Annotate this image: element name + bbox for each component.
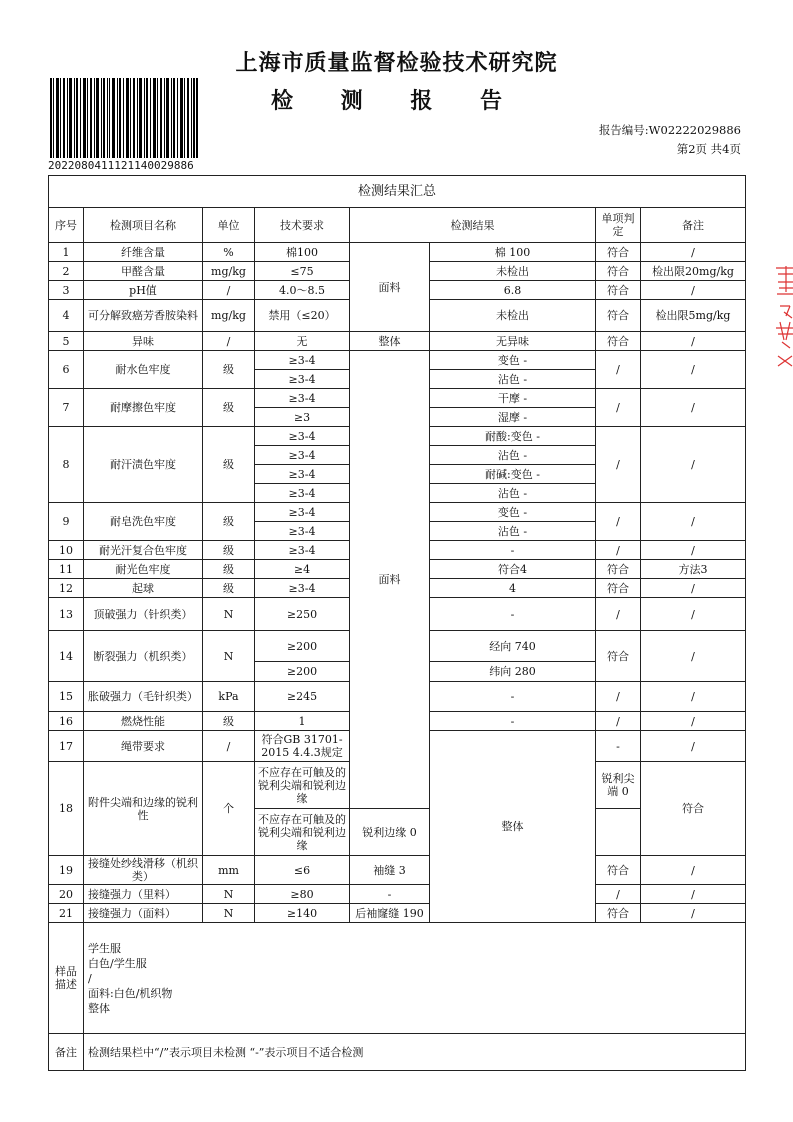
table-row xyxy=(49,332,746,351)
row-requirement: ≥245 xyxy=(255,682,350,712)
part-fabric: 面料 xyxy=(350,351,430,809)
row-requirement: ≥250 xyxy=(255,598,350,631)
row-unit: 级 xyxy=(203,351,255,389)
table-row xyxy=(49,856,746,885)
header-remark: 备注 xyxy=(641,208,746,243)
part-whole: 整体 xyxy=(350,332,430,351)
row-item: 附件尖端和边缘的锐利性 xyxy=(84,762,203,856)
row-judgement: / xyxy=(596,712,641,731)
row-judgement: / xyxy=(596,682,641,712)
row-unit: / xyxy=(203,731,255,762)
results-table xyxy=(48,175,746,1071)
header-row xyxy=(49,208,746,243)
row-judgement: 符合 xyxy=(596,332,641,351)
row-result: 沾色 - xyxy=(430,446,596,465)
row-remark: / xyxy=(641,598,746,631)
row-unit: / xyxy=(203,332,255,351)
row-no: 3 xyxy=(49,281,84,300)
row-result: 耐酸:变色 - xyxy=(430,427,596,446)
row-result: 6.8 xyxy=(430,281,596,300)
row-remark: 检出限5mg/kg xyxy=(641,300,746,332)
row-requirement: ≥80 xyxy=(255,885,350,904)
row-unit: N xyxy=(203,885,255,904)
row-item: 断裂强力（机织类） xyxy=(84,631,203,682)
row-requirement: ≥3-4 xyxy=(255,484,350,503)
row-no: 8 xyxy=(49,427,84,503)
row-judgement: / xyxy=(596,389,641,427)
row-no: 11 xyxy=(49,560,84,579)
sample-label: 样品描述 xyxy=(49,923,84,1034)
row-remark: / xyxy=(641,503,746,541)
row-result: - xyxy=(596,731,641,762)
row-unit: 级 xyxy=(203,712,255,731)
note-text: 检测结果栏中“/”表示项目未检测 “-”表示项目不适合检测 xyxy=(84,1034,746,1071)
report-number: 报告编号:W02222029886 xyxy=(598,123,741,137)
row-no: 16 xyxy=(49,712,84,731)
row-no: 5 xyxy=(49,332,84,351)
barcode-image xyxy=(50,78,198,158)
row-requirement: 4.0～8.5 xyxy=(255,281,350,300)
row-unit: kPa xyxy=(203,682,255,712)
row-result: 沾色 - xyxy=(430,484,596,503)
row-item: 纤维含量 xyxy=(84,243,203,262)
row-judgement: 符合 xyxy=(596,300,641,332)
row-item: 顶破强力（针织类） xyxy=(84,598,203,631)
row-requirement: ≥200 xyxy=(255,631,350,662)
row-requirement: ≥3-4 xyxy=(255,446,350,465)
row-judgement: / xyxy=(596,427,641,503)
row-remark: / xyxy=(641,427,746,503)
row-item: 耐汗渍色牢度 xyxy=(84,427,203,503)
row-no: 13 xyxy=(49,598,84,631)
row-result: - xyxy=(350,885,430,904)
row-no: 10 xyxy=(49,541,84,560)
row-result: 干摩 - xyxy=(430,389,596,408)
row-unit: 个 xyxy=(203,762,255,856)
header-result: 检测结果 xyxy=(350,208,596,243)
row-unit: N xyxy=(203,598,255,631)
row-result: - xyxy=(430,712,596,731)
row-requirement: 无 xyxy=(255,332,350,351)
row-unit: 级 xyxy=(203,560,255,579)
row-result: 湿摩 - xyxy=(430,408,596,427)
row-judgement: / xyxy=(596,885,641,904)
row-remark: / xyxy=(641,885,746,904)
row-item: 甲醛含量 xyxy=(84,262,203,281)
row-remark: 检出限20mg/kg xyxy=(641,262,746,281)
table-row xyxy=(49,904,746,923)
row-no: 9 xyxy=(49,503,84,541)
row-result: 无异味 xyxy=(430,332,596,351)
row-no: 1 xyxy=(49,243,84,262)
row-remark: / xyxy=(641,541,746,560)
row-judgement: 符合 xyxy=(596,262,641,281)
row-result: 锐利边缘 0 xyxy=(350,809,430,856)
row-judgement: 符合 xyxy=(596,904,641,923)
row-requirement: ≥3-4 xyxy=(255,522,350,541)
row-judgement: / xyxy=(641,731,746,762)
stamp-fragment xyxy=(770,262,793,372)
row-result: 棉 100 xyxy=(430,243,596,262)
row-judgement: 符合 xyxy=(596,631,641,682)
table-row xyxy=(49,885,746,904)
row-judgement: 符合 xyxy=(596,243,641,262)
summary-title-row xyxy=(49,176,746,208)
row-requirement: 1 xyxy=(255,712,350,731)
row-item: 耐皂洗色牢度 xyxy=(84,503,203,541)
row-no: 15 xyxy=(49,682,84,712)
row-remark: / xyxy=(641,243,746,262)
row-requirement: ≥3-4 xyxy=(255,351,350,370)
row-remark: / xyxy=(641,332,746,351)
row-result: 锐利尖端 0 xyxy=(596,762,641,809)
row-remark: / xyxy=(641,712,746,731)
sample-line: 学生服 xyxy=(88,941,121,955)
row-result: 未检出 xyxy=(430,300,596,332)
row-unit: 级 xyxy=(203,579,255,598)
row-remark: / xyxy=(641,631,746,682)
row-no: 7 xyxy=(49,389,84,427)
row-item: 绳带要求 xyxy=(84,731,203,762)
row-judgement: 符合 xyxy=(641,762,746,856)
row-no: 12 xyxy=(49,579,84,598)
sample-line: 面料:白色/机织物 xyxy=(88,986,173,1000)
row-no: 17 xyxy=(49,731,84,762)
row-remark: / xyxy=(641,351,746,389)
row-no: 21 xyxy=(49,904,84,923)
row-requirement: 不应存在可触及的锐利尖端和锐利边缘 xyxy=(255,809,350,856)
row-result: 沾色 - xyxy=(430,522,596,541)
row-requirement: ≥3-4 xyxy=(255,503,350,522)
row-requirement: ≥3-4 xyxy=(255,370,350,389)
row-remark: / xyxy=(641,856,746,885)
row-judgement: 符合 xyxy=(596,856,641,885)
row-item: 可分解致癌芳香胺染料 xyxy=(84,300,203,332)
row-item: 接缝强力（里料） xyxy=(84,885,203,904)
row-result: 后袖窿缝 190 xyxy=(350,904,430,923)
row-result: 符合4 xyxy=(430,560,596,579)
row-unit: 级 xyxy=(203,389,255,427)
row-result: 未检出 xyxy=(430,262,596,281)
row-unit: N xyxy=(203,631,255,682)
row-item: 异味 xyxy=(84,332,203,351)
row-item: 燃烧性能 xyxy=(84,712,203,731)
row-result: 经向 740 xyxy=(430,631,596,662)
header-requirement: 技术要求 xyxy=(255,208,350,243)
page-info: 第2页 共4页 xyxy=(676,142,741,156)
header-item: 检测项目名称 xyxy=(84,208,203,243)
row-no: 4 xyxy=(49,300,84,332)
row-result: 变色 - xyxy=(430,503,596,522)
row-requirement: ≥3-4 xyxy=(255,579,350,598)
row-judgement: 符合 xyxy=(596,281,641,300)
row-unit: mg/kg xyxy=(203,262,255,281)
row-item: 接缝处纱线滑移（机织类） xyxy=(84,856,203,885)
row-result: 袖缝 3 xyxy=(350,856,430,885)
row-judgement: / xyxy=(596,598,641,631)
row-judgement: / xyxy=(596,541,641,560)
row-requirement: ≥4 xyxy=(255,560,350,579)
row-result: - xyxy=(430,598,596,631)
row-remark: / xyxy=(641,389,746,427)
part-whole: 整体 xyxy=(430,731,596,923)
sample-description xyxy=(84,923,746,1034)
row-requirement: ≥140 xyxy=(255,904,350,923)
row-requirement: ≥3-4 xyxy=(255,427,350,446)
row-remark: / xyxy=(641,682,746,712)
row-unit: 级 xyxy=(203,427,255,503)
table-row xyxy=(49,243,746,262)
row-judgement: 符合 xyxy=(596,560,641,579)
row-result: 变色 - xyxy=(430,351,596,370)
row-requirement: ≥3-4 xyxy=(255,465,350,484)
row-judgement: / xyxy=(596,351,641,389)
row-result: 耐碱:变色 - xyxy=(430,465,596,484)
note-label: 备注 xyxy=(49,1034,84,1071)
row-item: 耐光汗复合色牢度 xyxy=(84,541,203,560)
row-no: 2 xyxy=(49,262,84,281)
row-unit: % xyxy=(203,243,255,262)
row-remark: / xyxy=(641,579,746,598)
part-fabric: 面料 xyxy=(350,243,430,332)
row-requirement: ≥3-4 xyxy=(255,541,350,560)
table-row xyxy=(49,351,746,370)
sample-line: 白色/学生服 xyxy=(88,956,147,970)
report-title: 检 测 报 告 xyxy=(271,89,522,114)
row-result: 纬向 280 xyxy=(430,662,596,682)
row-requirement: 不应存在可触及的锐利尖端和锐利边缘 xyxy=(255,762,350,809)
row-no: 14 xyxy=(49,631,84,682)
institute-name: 上海市质量监督检验技术研究院 xyxy=(235,51,558,76)
row-item: 起球 xyxy=(84,579,203,598)
row-item: 耐摩擦色牢度 xyxy=(84,389,203,427)
row-judgement: 符合 xyxy=(596,579,641,598)
row-no: 18 xyxy=(49,762,84,856)
row-requirement: ≤75 xyxy=(255,262,350,281)
row-unit: mg/kg xyxy=(203,300,255,332)
row-requirement: 禁用（≤20） xyxy=(255,300,350,332)
row-requirement: ≤6 xyxy=(255,856,350,885)
row-result: 沾色 - xyxy=(430,370,596,389)
row-unit: mm xyxy=(203,856,255,885)
row-unit: / xyxy=(203,281,255,300)
row-remark: / xyxy=(641,904,746,923)
row-requirement: ≥200 xyxy=(255,662,350,682)
row-no: 19 xyxy=(49,856,84,885)
header-unit: 单位 xyxy=(203,208,255,243)
row-remark: / xyxy=(641,281,746,300)
row-remark: 方法3 xyxy=(641,560,746,579)
row-requirement: ≥3-4 xyxy=(255,389,350,408)
row-result: - xyxy=(430,682,596,712)
header-judgement: 单项判定 xyxy=(596,208,641,243)
row-no: 6 xyxy=(49,351,84,389)
barcode-number: 2022080411121140029886 xyxy=(48,159,194,172)
row-requirement: 符合GB 31701-2015 4.4.3规定 xyxy=(255,731,350,762)
header-no: 序号 xyxy=(49,208,84,243)
note-row xyxy=(49,1034,746,1071)
row-result: - xyxy=(430,541,596,560)
sample-row xyxy=(49,923,746,1034)
row-unit: 级 xyxy=(203,503,255,541)
sample-line: / xyxy=(88,971,92,985)
sample-line: 整体 xyxy=(88,1001,110,1015)
row-no: 20 xyxy=(49,885,84,904)
row-item: 接缝强力（面料） xyxy=(84,904,203,923)
row-item: 耐水色牢度 xyxy=(84,351,203,389)
row-unit: 级 xyxy=(203,541,255,560)
row-result: 4 xyxy=(430,579,596,598)
row-requirement: ≥3 xyxy=(255,408,350,427)
row-requirement: 棉100 xyxy=(255,243,350,262)
row-item: pH值 xyxy=(84,281,203,300)
summary-title: 检测结果汇总 xyxy=(49,176,746,208)
row-unit: N xyxy=(203,904,255,923)
row-item: 胀破强力（毛针织类） xyxy=(84,682,203,712)
row-item: 耐光色牢度 xyxy=(84,560,203,579)
row-judgement: / xyxy=(596,503,641,541)
